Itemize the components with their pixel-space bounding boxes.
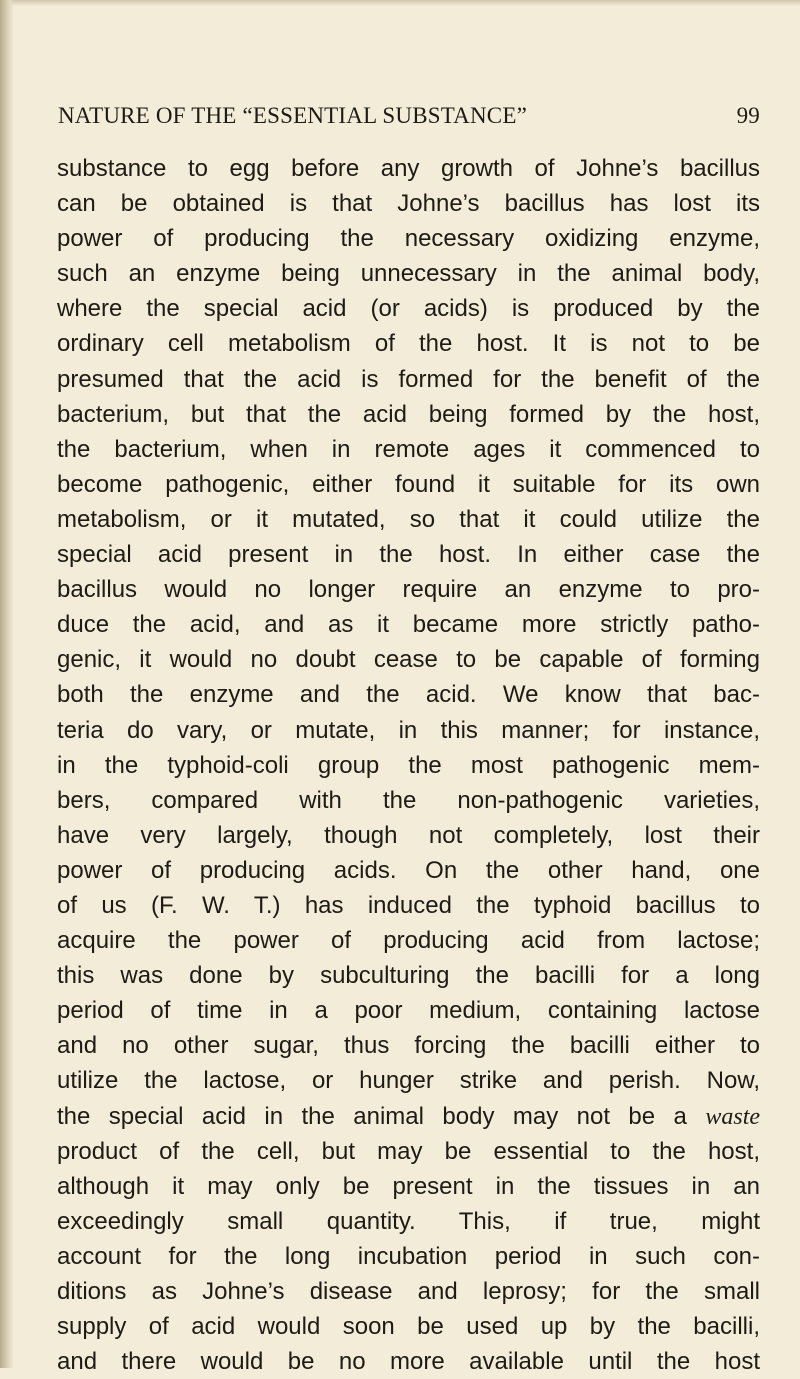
text-line-2: can be obtained is that Johne’s bacillus has lost its: [57, 190, 760, 218]
text-line-16: both the enzyme and the acid. We know that bac-: [57, 681, 760, 709]
text-line-26: and no other sugar, thus forcing the bacilli either to: [57, 1032, 760, 1060]
text-line-17: teria do vary, or mutate, in this manner; for instance,: [57, 716, 760, 744]
text-line-29: product of the cell, but may be essential to the host,: [57, 1137, 760, 1165]
text-line-7: presumed that the acid is formed for the benefit of the: [57, 365, 760, 393]
text-line-23: acquire the power of producing acid from lactose;: [57, 927, 760, 955]
text-line-34: supply of acid would soon be used up by the bacilli,: [57, 1313, 760, 1341]
text-line-10: become pathogenic, either found it suitable for its own: [57, 470, 760, 498]
text-line-28-main: the special acid in the animal body may not be a: [57, 1102, 687, 1130]
running-title: NATURE OF THE “ESSENTIAL SUBSTANCE”: [58, 103, 527, 128]
body-text: [57, 151, 760, 1379]
text-line-19: bers, compared with the non-pathogenic varieties,: [57, 786, 760, 814]
text-line-13: bacillus would no longer require an enzyme to pro-: [57, 576, 760, 604]
text-line-21: power of producing acids. On the other hand, one: [57, 856, 760, 884]
text-line-14: duce the acid, and as it became more strictly patho-: [57, 611, 760, 639]
text-line-32: account for the long incubation period in such con-: [57, 1242, 760, 1270]
text-line-24: this was done by subculturing the bacilli for a long: [57, 962, 760, 990]
text-line-30: although it may only be present in the tissues in an: [57, 1172, 760, 1200]
text-line-4: such an enzyme being unnecessary in the animal body,: [57, 260, 760, 288]
text-line-6: ordinary cell metabolism of the host. It is not to be: [57, 330, 760, 358]
text-line-22: of us (F. W. T.) has induced the typhoid bacillus to: [57, 891, 760, 919]
text-line-11: metabolism, or it mutated, so that it could utilize the: [57, 505, 760, 533]
text-line-8: bacterium, but that the acid being formed by the host,: [57, 400, 760, 428]
text-line-12: special acid present in the host. In either case the: [57, 541, 760, 569]
text-line-9: the bacterium, when in remote ages it commenced to: [57, 435, 760, 463]
text-line-15: genic, it would no doubt cease to be capable of forming: [57, 646, 760, 674]
text-line-28: [57, 1099, 760, 1134]
book-gutter-shadow: [0, 0, 14, 1368]
running-header: [58, 103, 760, 133]
page-top-shadow: [0, 0, 800, 6]
page-number: 99: [736, 103, 760, 128]
text-line-35: and there would be no more available until the host: [57, 1348, 760, 1376]
text-line-27: utilize the lactose, or hunger strike and perish. Now,: [57, 1067, 760, 1095]
text-line-20: have very largely, though not completely, lost their: [57, 821, 760, 849]
text-line-5: where the special acid (or acids) is produced by the: [57, 295, 760, 323]
text-line-31: exceedingly small quantity. This, if true, might: [57, 1207, 760, 1235]
italic-word-waste: waste: [705, 1103, 761, 1130]
text-line-3: power of producing the necessary oxidizing enzyme,: [57, 225, 760, 253]
text-line-25: period of time in a poor medium, containing lactose: [57, 997, 760, 1025]
text-line-18: in the typhoid-coli group the most pathogenic mem-: [57, 751, 760, 779]
text-line-1: substance to egg before any growth of Johne’s bacillus: [57, 155, 760, 182]
text-line-33: ditions as Johne’s disease and leprosy; for the small: [57, 1278, 760, 1305]
